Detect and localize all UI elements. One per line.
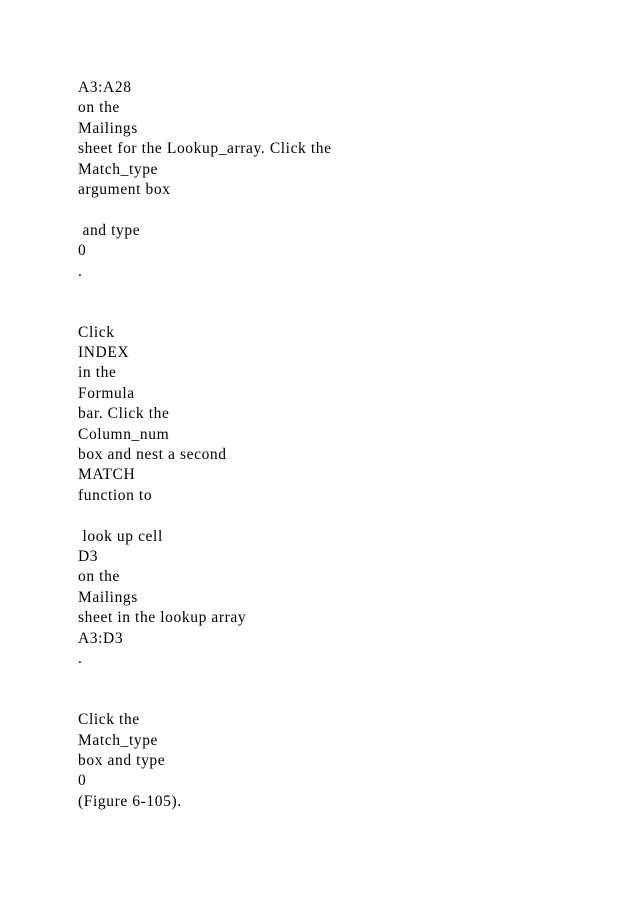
text-line: 0	[78, 242, 87, 260]
text-line: function to	[78, 486, 153, 504]
text-line: Click the	[78, 711, 140, 729]
blank-line	[78, 302, 578, 322]
text-line: .	[78, 262, 83, 280]
text-line: Formula	[78, 384, 135, 402]
text-line: Mailings	[78, 588, 138, 606]
text-line: A3:D3	[78, 629, 124, 647]
text-line: on the	[78, 568, 120, 586]
blank-line	[78, 506, 578, 526]
blank-line	[78, 690, 578, 710]
blank-line	[78, 200, 578, 220]
text-line: INDEX	[78, 344, 130, 362]
text-line: look up cell	[78, 527, 163, 545]
text-line: and type	[78, 221, 141, 239]
text-line: box and nest a second	[78, 446, 227, 464]
text-line: in the	[78, 364, 117, 382]
text-line: on the	[78, 99, 120, 117]
text-line: Mailings	[78, 119, 138, 137]
text-line: Column_num	[78, 425, 170, 443]
text-line: box and type	[78, 751, 166, 769]
text-line: .	[78, 649, 83, 667]
text-line: A3:A28	[78, 79, 132, 96]
text-line: (Figure 6-105).	[78, 792, 182, 810]
document-text	[78, 78, 578, 812]
blank-line	[78, 669, 578, 689]
text-line: bar. Click the	[78, 405, 170, 423]
blank-line	[78, 282, 578, 302]
text-line: MATCH	[78, 466, 136, 484]
text-line: sheet for the Lookup_array. Click the	[78, 140, 332, 158]
text-line: Match_type	[78, 160, 159, 178]
text-line: D3	[78, 547, 99, 565]
text-line: sheet in the lookup array	[78, 609, 247, 627]
text-line: argument box	[78, 180, 171, 198]
text-line: Match_type	[78, 731, 159, 749]
text-line: 0	[78, 772, 87, 790]
text-line: Click	[78, 323, 115, 341]
